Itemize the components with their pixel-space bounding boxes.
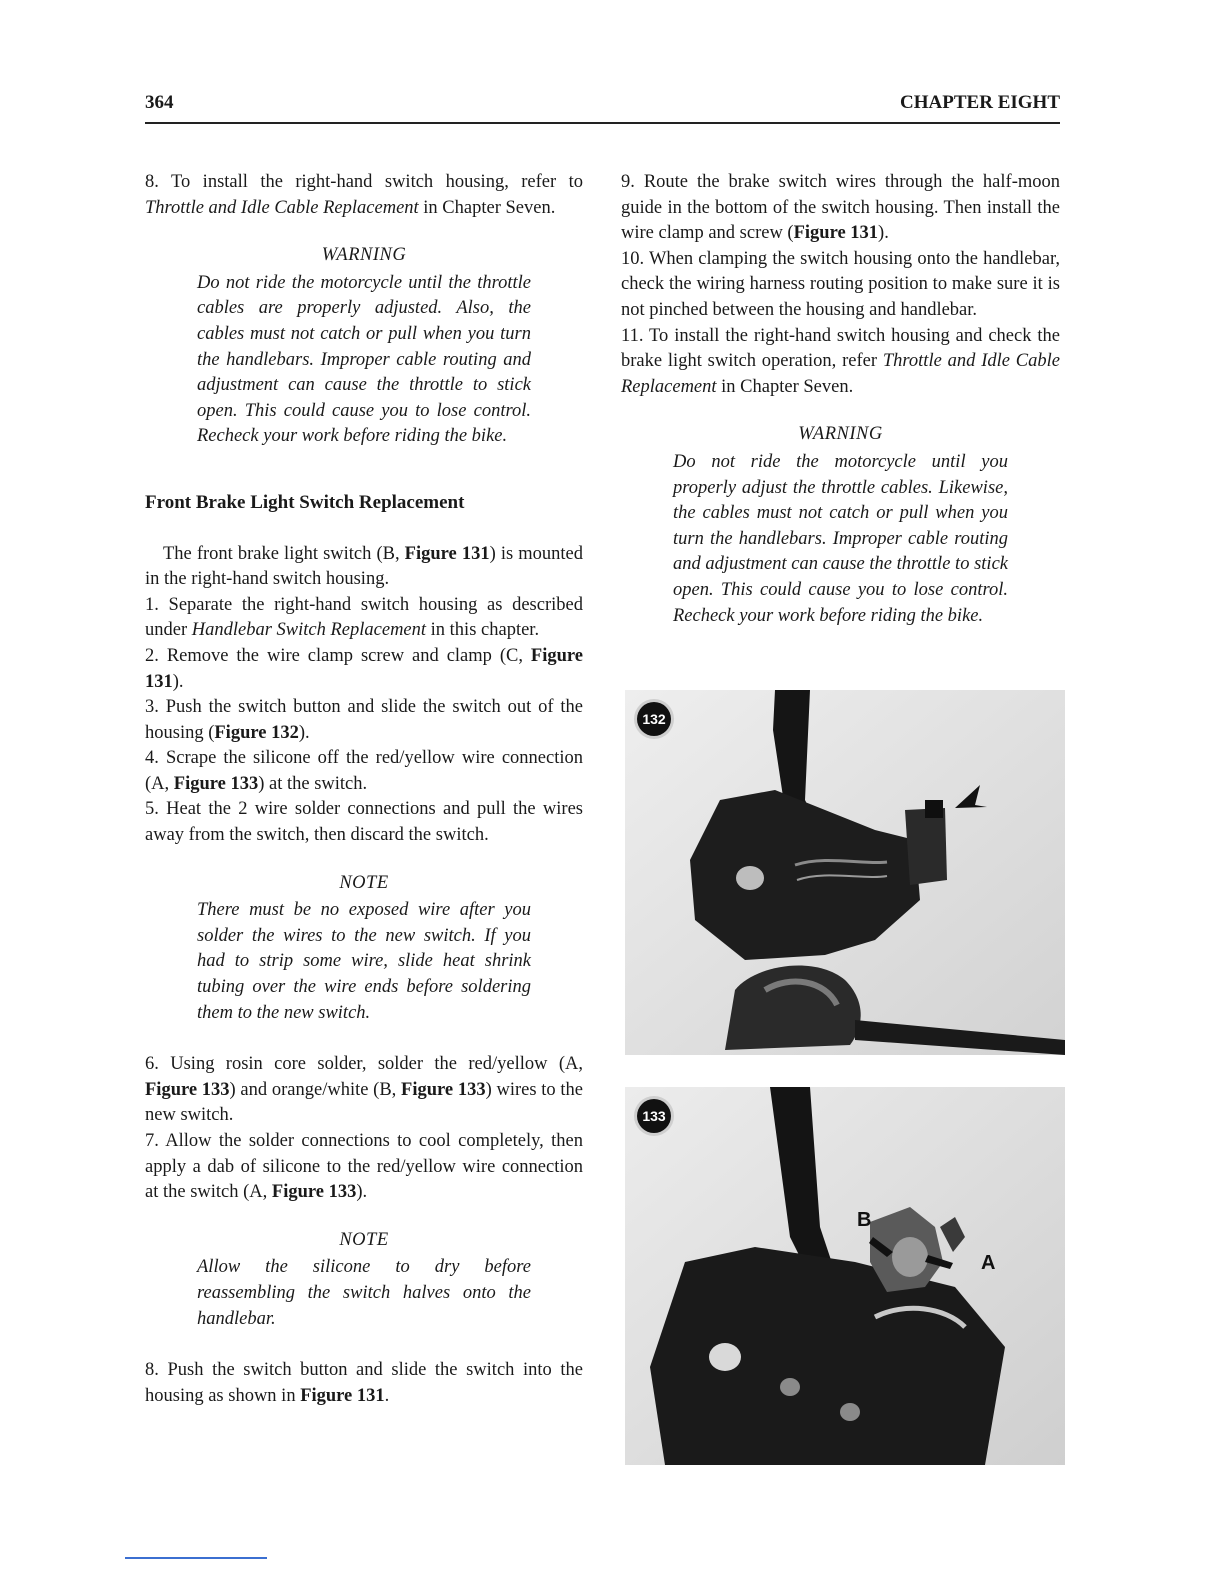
section-heading: Front Brake Light Switch Replacement	[145, 491, 465, 513]
step-8-slide-switch: 8. Push the switch button and slide the switch into the housing as shown in Figure 131.	[145, 1360, 583, 1406]
page-number: 364	[145, 92, 174, 113]
step-10: 10. When clamping the switch housing onto the handlebar, check the wiring harness routing position to make sure it is not pinched between the housing and handlebar.	[621, 248, 1060, 320]
step-5: 5. Heat the 2 wire solder connections and pull the wires away from the switch, then discard the switch.	[145, 799, 583, 846]
warning-title: WARNING	[798, 424, 883, 445]
cross-reference: Throttle and Idle Cable Replacement	[145, 197, 419, 218]
note-body: Allow the silicone to dry before reassembling the switch halves onto the handlebar.	[197, 1257, 531, 1329]
warning-body: Do not ride the motorcycle until you properly adjust the throttle cables. Likewise, the cables must not catch or pull when you turn the handlebars. Improper cable routing and adjustment can cause the throttle to stick open. This could cause you to lose control. Recheck your work before riding the bike.	[673, 451, 1008, 626]
step-1: 1. Separate the right-hand switch housing as described under Handlebar Switch Replacement in this chapter.	[145, 594, 583, 641]
footer-link-underline	[125, 1557, 267, 1559]
header-rule	[145, 122, 1060, 124]
figure-132-label: 132	[637, 702, 671, 736]
note-callout	[145, 871, 583, 1027]
page-header	[145, 92, 1060, 114]
warning-title: WARNING	[321, 245, 407, 266]
step-4: 4. Scrape the silicone off the red/yellow wire connection (A, Figure 133) at the switch.	[145, 748, 583, 794]
warning-callout	[145, 243, 583, 450]
step-7: 7. Allow the solder connections to cool completely, then apply a dab of silicone to the red/yellow wire connection at the switch (A, Figure 133).	[145, 1131, 583, 1203]
right-column	[621, 170, 1060, 655]
note-title: NOTE	[339, 872, 389, 893]
cross-reference: Handlebar Switch Replacement	[191, 620, 427, 641]
note-callout	[145, 1228, 583, 1332]
step-6: 6. Using rosin core solder, solder the red/yellow (A, Figure 133) and orange/white (B, Figure 133) wires to the new switch.	[145, 1054, 583, 1126]
step-9: 9. Route the brake switch wires through the half-moon guide in the bottom of the switch housing. Then install the wire clamp and screw (Figure 131).	[621, 172, 1060, 244]
switch-wires-photo-icon	[625, 1087, 1065, 1465]
note-title: NOTE	[339, 1229, 389, 1250]
step-3: 3. Push the switch button and slide the switch out of the housing (Figure 132).	[145, 697, 583, 743]
figure-133-label: 133	[637, 1099, 671, 1133]
chapter-title: CHAPTER EIGHT	[900, 92, 1060, 113]
callout-b-label: B	[857, 1209, 872, 1231]
callout-a-label: A	[981, 1252, 996, 1274]
switch-housing-photo-icon	[625, 690, 1065, 1055]
warning-body: Do not ride the motorcycle until the throttle cables are properly adjusted. Also, the cables must not catch or pull when you turn the handlebars. Improper cable routing and adjustment can cause the throttle to stick open. This could cause you to lose control. Recheck your work before riding the bike.	[197, 272, 531, 447]
step-2: 2. Remove the wire clamp screw and clamp (C, Figure 131).	[145, 645, 583, 692]
cross-reference: Throttle and Idle Cable Replacement	[621, 351, 1060, 397]
step-11: 11. To install the right-hand switch housing and check the brake light switch operation, refer Throttle and Idle Cable Replacement in Chapter Seven.	[621, 325, 1060, 397]
figure-133-photo	[625, 1087, 1065, 1465]
left-column	[145, 170, 583, 1409]
step-8-install-housing: 8. To install the right-hand switch housing, refer to Throttle and Idle Cable Replacement in Chapter Seven.	[145, 172, 583, 218]
warning-callout	[621, 422, 1060, 629]
figure-132-photo	[625, 690, 1065, 1055]
intro-paragraph: The front brake light switch (B, Figure 131) is mounted in the right-hand switch housing.	[145, 543, 583, 590]
note-body: There must be no exposed wire after you solder the wires to the new switch. If you had to strip some wire, slide heat shrink tubing over the wire ends before soldering them to the new switch.	[197, 900, 531, 1023]
